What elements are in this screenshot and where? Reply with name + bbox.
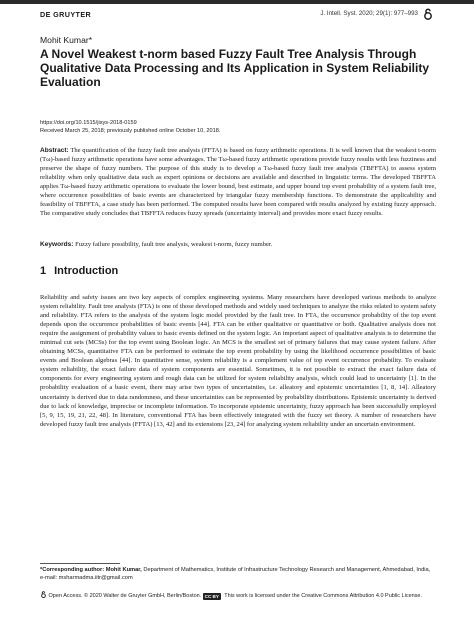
- license-line: [40, 591, 436, 600]
- open-access-icon: [40, 591, 47, 598]
- open-access-icon: [422, 8, 434, 20]
- received-date: Received March 25, 2018; previously published online October 10, 2018.: [40, 128, 221, 134]
- abstract: [40, 146, 436, 218]
- cc-by-badge[interactable]: CC BY: [204, 594, 219, 599]
- abstract-text: The quantification of the fuzzy fault tree analysis (FFTA) is based on fuzzy arithmetic operations. It is well known that the weakest t-norm (Tω)-based fuzzy arithmetic operations have some advantages. The Tω-based fuzzy arithmetic operations provide fuzzy results with less fuzziness and preserve the shape of fuzzy numbers. The purpose of this study is to develop a Tω-based fuzzy fault tree analysis (TBFFTA) to assess system reliability when only qualitative data such as expert opinions or decisions are available and described in linguistic terms. The developed TBFFTA applies Tω-based fuzzy arithmetic operations to evaluate the lower bound, best estimate, and upper bound top event probability of a system fault tree, where occurrence possibilities of basic events are characterized by triangular fuzzy membership functions. To demonstrate the applicability and feasibility of TBFFTA, a case study has been performed. The computed results have been compared with results analyzed by existing fuzzy approach. The comparative study concludes that TBFFTA reduces fuzzy spreads (uncertainty interval) and provides more exact fuzzy results.: [40, 147, 437, 217]
- license-text: This work is licensed under the Creative Commons Attribution 4.0 Public License.: [224, 593, 423, 599]
- section-heading: [40, 265, 118, 277]
- section-number: 1: [40, 265, 47, 277]
- corresponding-author-footnote: [40, 566, 436, 582]
- publisher-name: DE GRUYTER: [40, 10, 92, 19]
- section-body: Reliability and safety issues are two key aspects of complex engineering systems. Many researchers have developed various methods to analyze system reliability. Fault tree analysis (FTA) is one of those developed methods and widely used techniques to analyze the risks related to system safety and reliability. FTA refers to the analysis of the system logic model provided by the fault tree. In FTA, the occurrence probability of the top event depends upon the occurrence probabilities of basic events [44]. FTA can be either qualitative or quantitative or both. Qualitative analysis does not require the assignment of probability values to basic events defined on the system logic. An important aspect of qualitative analysis is to determine the minimal cut sets (MCSs) for the top event using Boolean logic. An MCS is the smallest set of primary failures that may cause system failure. After obtaining MCSs, quantitative FTA can be performed to estimate the top event probability by using the likelihood occurrence possibilities of basic events and Boolean algebras [44]. In quantitative sense, system reliability is a complement value of top event occurrence probability. To evaluate system reliability, the exact failure data of system components are essential. Sometimes, it is not possible to extract the exact failure data of components for every engineering system and rough data can be utilized for system reliability analysis, which could lead to uncertainty [1]. In the probability evaluation of a basic event, there may arise two types of uncertainties, i.e. alleatory and epistemic uncertainties [1, 8, 14]. Alleatory uncertainty is derived due to data randomness, and these uncertainties can be represented by probability distributions. Epistemic uncertainty is derived due to lack of knowledge, imprecise or incomplete information. To incorporate epistemic uncertainty, fuzzy approach has been successfully employed [5, 9, 15, 19, 21, 22, 48]. In literature, conventional FTA has been effectively integrated with the fuzzy set theory. A number of researchers have developed fuzzy fault tree analysis (FFTA) [13, 42] and its extensions [23, 24] for analyzing system reliability under an uncertain environment.: [40, 294, 436, 428]
- footnote-label: *Corresponding author: Mohit Kumar,: [40, 567, 142, 573]
- doi-link[interactable]: https://doi.org/10.1515/jisys-2018-0159: [40, 120, 137, 126]
- article-title: A Novel Weakest t-norm based Fuzzy Fault Tree Analysis Through Qualitative Data Processing and Its Application in System Reliability Evaluation: [40, 47, 429, 89]
- keywords-label: Keywords:: [40, 241, 74, 248]
- section-title: Introduction: [54, 265, 119, 277]
- footnote-text: Department of Mathematics, Institute of Infrastructure Technology Research and Management, Ahmedabad, India, e-mail: msharmadma.iitr@gmail.com: [40, 567, 431, 581]
- journal-reference: J. Intell. Syst. 2020; 29(1): 977–993: [320, 10, 418, 17]
- copyright-text: Open Access. © 2020 Walter de Gruyter GmbH, Berlin/Boston.: [48, 593, 202, 599]
- header-bar: [0, 0, 474, 4]
- abstract-label: Abstract:: [40, 147, 69, 154]
- footnote-divider: [40, 563, 120, 564]
- keywords-text: Fuzzy failure possibility, fault tree analysis, weakest t-norm, fuzzy number.: [75, 241, 273, 248]
- keywords: [40, 240, 436, 249]
- author-name: Mohit Kumar*: [40, 35, 93, 45]
